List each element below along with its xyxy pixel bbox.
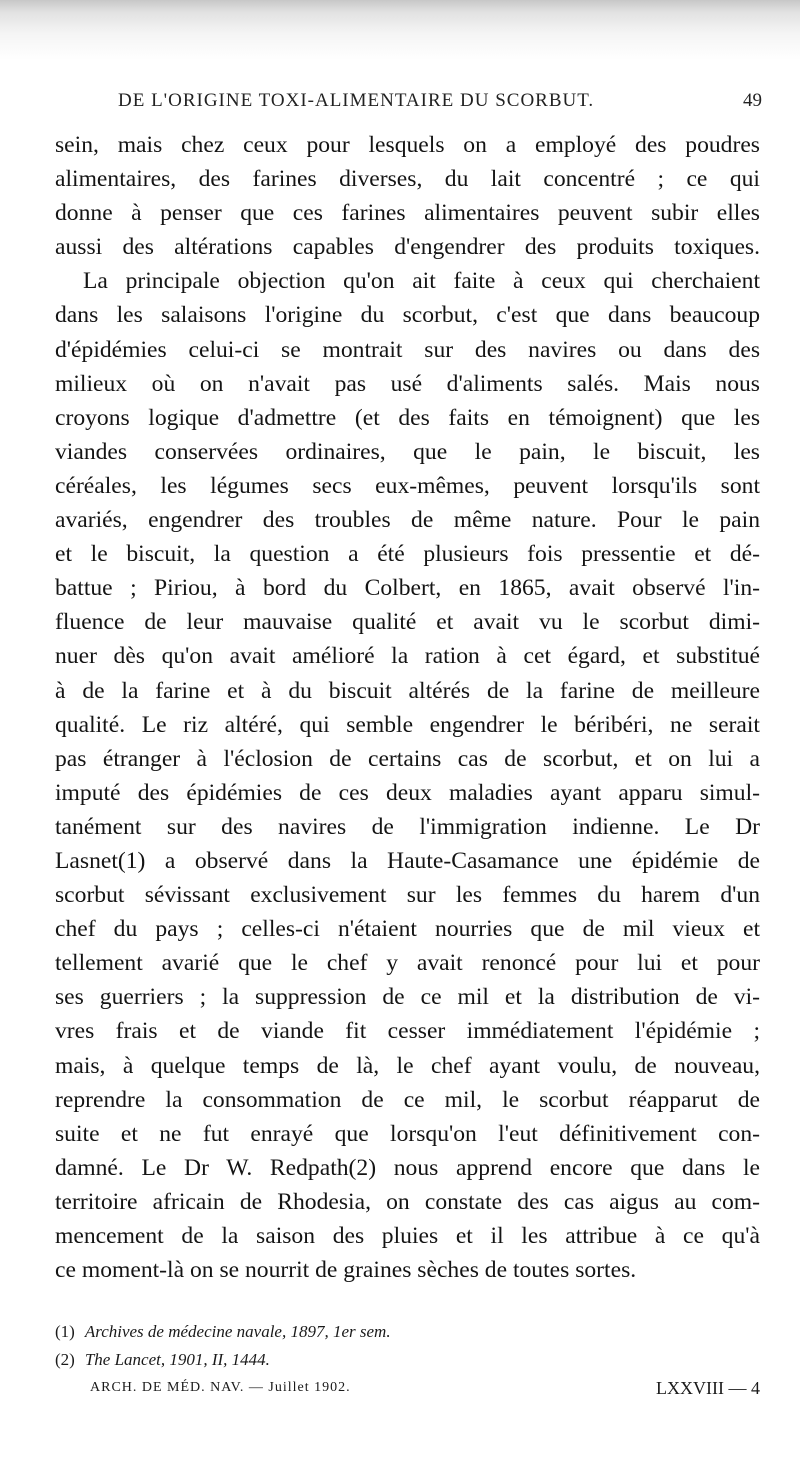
body-line: à de la farine et à du biscuit altérés de la farine de meilleure: [55, 677, 760, 704]
body-line: alimentaires, des farines diverses, du lait concentré ; ce qui: [55, 166, 760, 193]
body-line: imputé des épidémies de ces deux maladies ayant apparu simul-: [55, 779, 760, 806]
body-line: suite et ne fut enrayé que lorsqu'on l'eut définitivement con-: [55, 1120, 760, 1147]
body-line: scorbut sévissant exclusivement sur les femmes du harem d'un: [55, 882, 760, 909]
body-line: damné. Le Dr W. Redpath(2) nous apprend encore que dans le: [55, 1154, 760, 1181]
body-line: reprendre la consommation de ce mil, le scorbut réapparut de: [55, 1086, 760, 1113]
footnote: [55, 1346, 760, 1374]
body-line: pas étranger à l'éclosion de certains cas de scorbut, et on lui a: [55, 745, 760, 772]
body-line: milieux où on n'avait pas usé d'aliments salés. Mais nous: [55, 370, 760, 397]
body-line: et le biscuit, la question a été plusieurs fois pressentie et dé-: [55, 541, 760, 568]
footnote-text: The Lancet, 1901, II, 1444.: [84, 1350, 270, 1369]
body-line: mais, à quelque temps de là, le chef ayant voulu, de nouveau,: [55, 1052, 760, 1079]
footnote-marker: (1): [55, 1322, 75, 1341]
body-line: nuer dès qu'on avait amélioré la ration à cet égard, et substitué: [55, 643, 760, 670]
journal-reference: ARCH. DE MÉD. NAV. — Juillet 1902.: [90, 1380, 351, 1395]
signature-mark: LXXVIII — 4: [656, 1378, 760, 1398]
body-line: viandes conservées ordinaires, que le pain, le biscuit, les: [55, 438, 760, 465]
footnote-text: Archives de médecine navale, 1897, 1er sem.: [84, 1322, 391, 1341]
body-line: qualité. Le riz altéré, qui semble engendrer le béribéri, ne serait: [55, 711, 760, 738]
body-line: ce moment-là on se nourrit de graines sèches de toutes sortes.: [55, 1257, 637, 1284]
body-line: tellement avarié que le chef y avait renoncé pour lui et pour: [55, 950, 760, 977]
body-line: d'épidémies celui-ci se montrait sur des navires ou dans des: [55, 336, 760, 363]
body-line: Lasnet(1) a observé dans la Haute-Casamance une épidémie de: [55, 847, 760, 874]
body-line: mencement de la saison des pluies et il les attribue à ce qu'à: [55, 1223, 760, 1249]
body-line: territoire africain de Rhodesia, on constate des cas aigus au com-: [55, 1188, 760, 1215]
page-number: 49: [743, 90, 762, 111]
body-line: croyons logique d'admettre (et des faits en témoignent) que les: [55, 404, 760, 431]
body-line: vres frais et de viande fit cesser immédiatement l'épidémie ;: [55, 1018, 760, 1045]
page-footer: [90, 1378, 760, 1406]
body-line: aussi des altérations capables d'engendrer des produits toxiques.: [55, 234, 760, 261]
body-line: tanément sur des navires de l'immigration indienne. Le Dr: [55, 813, 760, 840]
body-line: avariés, engendrer des troubles de même nature. Pour le pain: [55, 507, 760, 534]
body-line: chef du pays ; celles-ci n'étaient nourries que de mil vieux et: [55, 916, 760, 943]
body-line: La principale objection qu'on ait faite à ceux qui cherchaient: [83, 268, 760, 295]
scan-top-shading: [0, 0, 800, 60]
footnote-marker: (2): [55, 1350, 75, 1369]
body-line: battue ; Piriou, à bord du Colbert, en 1865, avait observé l'in-: [55, 575, 760, 602]
body-line: dans les salaisons l'origine du scorbut, c'est que dans beaucoup: [55, 302, 760, 329]
body-line: donne à penser que ces farines alimentaires peuvent subir elles: [55, 200, 760, 227]
body-text: [55, 128, 760, 1287]
body-line: ses guerriers ; la suppression de ce mil et la distribution de vi-: [55, 984, 760, 1011]
footnote: [55, 1318, 760, 1346]
body-line: fluence de leur mauvaise qualité et avait vu le scorbut dimi-: [55, 609, 760, 636]
body-line: céréales, les légumes secs eux-mêmes, peuvent lorsqu'ils sont: [55, 472, 760, 499]
footnotes: [55, 1318, 760, 1374]
running-title: DE L'ORIGINE TOXI-ALIMENTAIRE DU SCORBUT.: [118, 90, 595, 111]
body-line: sein, mais chez ceux pour lesquels on a employé des poudres: [55, 132, 760, 158]
